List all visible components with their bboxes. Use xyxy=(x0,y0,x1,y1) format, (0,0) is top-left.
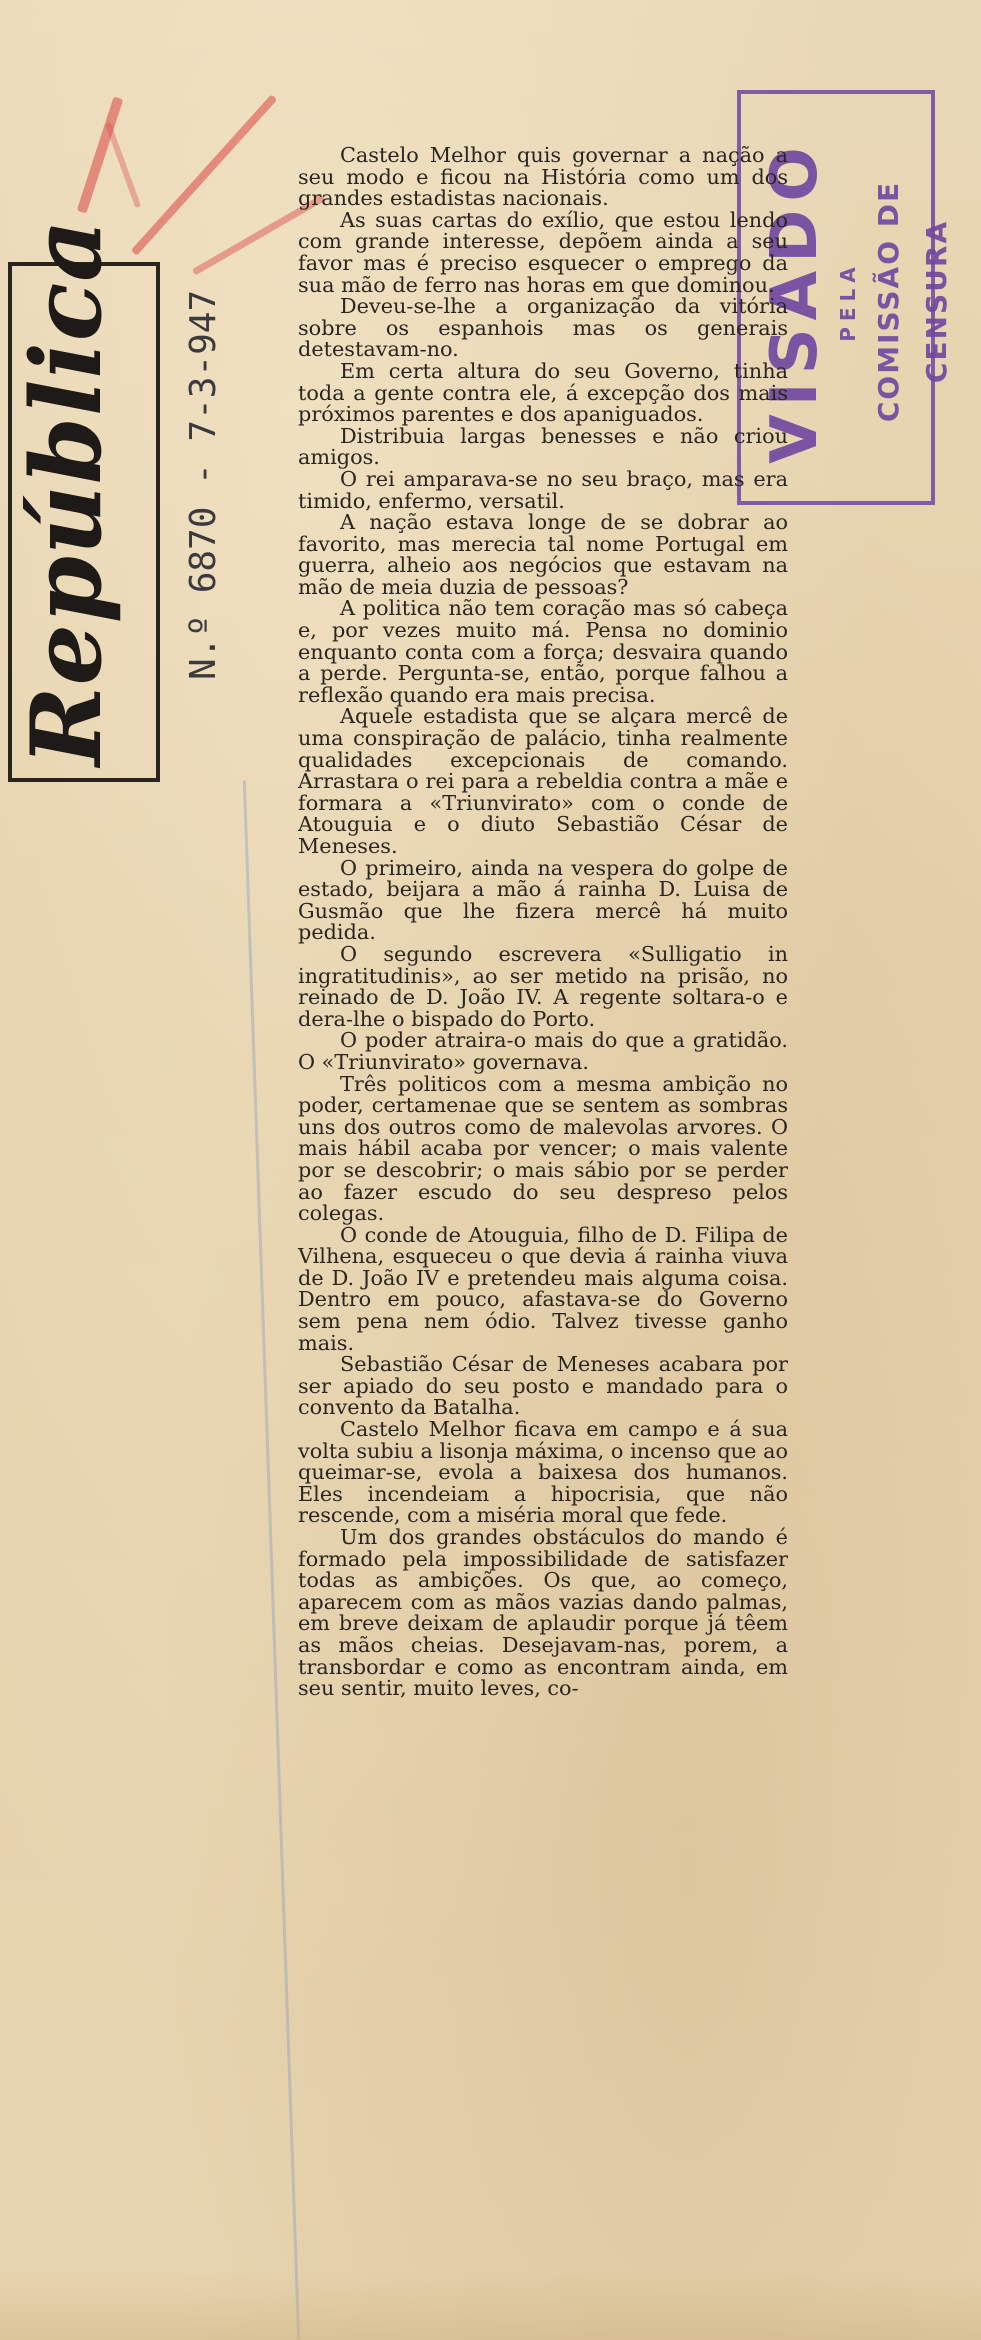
article-paragraph: Em certa altura do seu Governo, tinha toda a gente contra ele, á excepção dos mais próximos parentes e dos apaniguados. xyxy=(298,358,788,427)
article-paragraph: Sebastião César de Meneses acabara por ser apiado do seu posto e mandado para o convento da Batalha. xyxy=(298,1352,788,1420)
article-paragraph: Castelo Melhor ficava em campo e á sua volta subiu a lisonja máxima, o incenso que ao queimar-se, evola a baixesa dos humanos. Eles incendeiam a hipocrisia, que não rescende, com a miséria moral que fede. xyxy=(298,1417,788,1528)
masthead-title: República xyxy=(10,218,123,766)
red-crayon-mark xyxy=(105,122,141,209)
fold-line xyxy=(243,780,300,2339)
stamp-visado: VISADO xyxy=(758,139,832,464)
article-paragraph: O poder atraira-o mais do que a gratidão. O «Triunvirato» governava. xyxy=(298,1028,788,1074)
masthead-subtitle xyxy=(124,306,156,746)
article-paragraph: O primeiro, ainda na vespera do golpe de estado, beijara a mão á rainha D. Luisa de Gusmão que lhe fizera mercê há muito pedida. xyxy=(298,855,788,945)
article-paragraph: Castelo Melhor quis governar a nação a seu modo e ficou na História como um dos grandes estadistas nacionais. xyxy=(298,143,788,211)
article-paragraph: Distribuia largas benesses e não criou amigos. xyxy=(298,423,788,470)
stamp-pela: PELA xyxy=(836,261,860,342)
article-paragraph: Três politicos com a mesma ambição no poder, certamenae que se sentem as sombras uns dos outros como de malevolas arvores. O mais hábil acaba por vencer; o mais valente por se descobrir; o mais sábio por se perder ao fazer escudo do seu despreso pelos colegas. xyxy=(298,1071,788,1226)
torn-edge xyxy=(0,2270,981,2340)
article-body xyxy=(298,145,788,1700)
clipping-reference-text: N.º 6870 - 7-3-947 xyxy=(183,289,224,680)
article-paragraph: Um dos grandes obstáculos do mando é formado pela impossibilidade de satisfazer todas as ambições. Os que, ao começo, aparecem com as mãos vazias dando palmas, em breve deixam de aplaudir porque já têem as mãos cheias. Desejavam-nas, porem, a transbordar e como as encontram ainda, em seu sentir, muito leves, co- xyxy=(298,1525,788,1701)
article-paragraph: Deveu-se-lhe a organização da vitória sobre os espanhois mas os generais detestavam-no. xyxy=(298,294,788,362)
masthead-box xyxy=(8,218,160,782)
article-paragraph: O conde de Atouguia, filho de D. Filipa de Vilhena, esqueceu o que devia á rainha viuva de D. João IV e pretendeu mais alguma coisa. Dentro em pouco, afastava-se do Governo sem pena nem ódio. Talvez tivesse ganho mais. xyxy=(298,1222,788,1355)
article-paragraph: Aquele estadista que se alçara mercê de uma conspiração de palácio, tinha realmente qualidades excepcionais de comando. Arrastara o rei para a rebeldia contra a mãe e formara a «Triunvirato» com o conde de Atouguia e o diuto Sebastião César de Meneses. xyxy=(298,704,788,858)
article-paragraph: O rei amparava-se no seu braço, mas era timido, enfermo, versatil. xyxy=(298,466,788,513)
article-paragraph: A politica não tem coração mas só cabeça e, por vezes muito má. Pensa no dominio enquanto conta com a força; desvaira quando a perde. Pergunta-se, então, porque falhou a reflexão quando era mais precisa. xyxy=(298,596,788,707)
article-paragraph: A nação estava longe de se dobrar ao favorito, mas merecia tal nome Portugal em guerra, alheio aos negócios que estavam na mão de meia duzia de pessoas? xyxy=(298,510,788,599)
article-paragraph: As suas cartas do exílio, que estou lendo com grande interesse, depõem ainda a seu favor mas é preciso esquecer o emprego da sua mão de ferro nas horas em que dominou. xyxy=(298,207,788,297)
stamp-comissao: COMISSÃO DE CENSURA xyxy=(872,180,953,423)
clipping-reference xyxy=(178,289,230,680)
article-paragraph: O segundo escrevera «Sulligatio in ingratitudinis», ao ser metido na prisão, no reinado de D. João IV. A regente soltara-o e dera-lhe o bispado do Porto. xyxy=(298,941,788,1031)
